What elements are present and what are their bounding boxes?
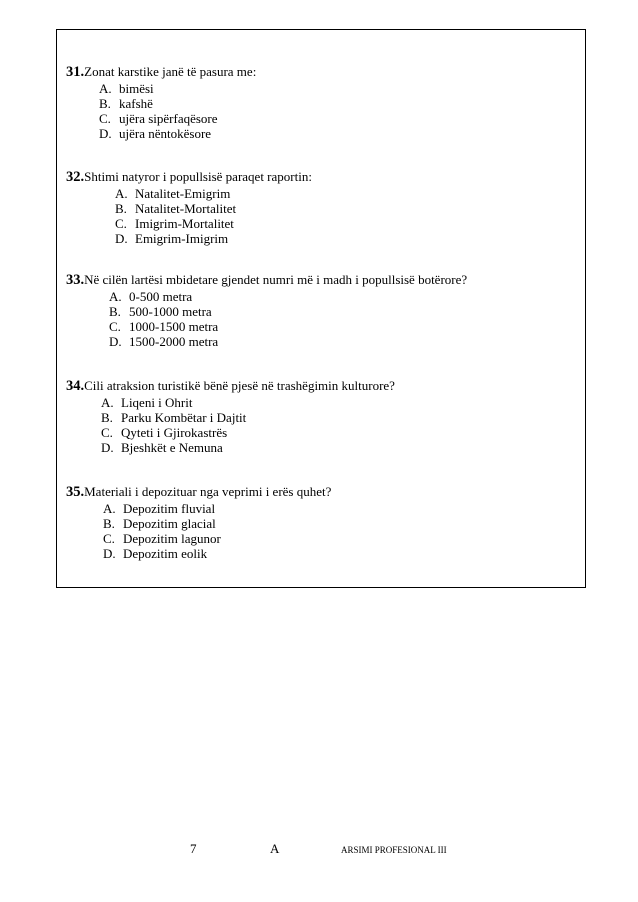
question-33	[66, 272, 467, 349]
question-35	[66, 484, 331, 561]
question-number: 33.	[66, 272, 85, 288]
option-letter: C.	[115, 216, 127, 231]
option-letter: C.	[99, 111, 111, 126]
option-text: Natalitet-Mortalitet	[135, 201, 237, 216]
option-b	[115, 201, 312, 216]
option-letter: B.	[115, 201, 127, 216]
option-text: 500-1000 metra	[129, 304, 212, 319]
option-text: Depozitim glacial	[123, 516, 216, 531]
option-a	[99, 81, 256, 96]
option-c	[109, 319, 467, 334]
question-32	[66, 169, 312, 246]
exam-variant: A	[270, 841, 280, 856]
option-c	[115, 216, 312, 231]
question-header	[66, 169, 312, 185]
option-d	[115, 231, 312, 246]
option-letter: C.	[103, 531, 115, 546]
option-letter: B.	[103, 516, 115, 531]
exam-name: ARSIMI PROFESIONAL III	[341, 845, 447, 855]
option-a	[115, 186, 312, 201]
option-letter: D.	[103, 546, 116, 561]
option-text: Emigrim-Imigrim	[135, 231, 229, 246]
option-text: Parku Kombëtar i Dajtit	[121, 410, 247, 425]
option-b	[101, 410, 395, 425]
option-letter: D.	[115, 231, 128, 246]
option-letter: B.	[101, 410, 113, 425]
option-letter: A.	[109, 289, 122, 304]
option-letter: B.	[99, 96, 111, 111]
question-31	[66, 64, 256, 141]
option-b	[99, 96, 256, 111]
option-a	[109, 289, 467, 304]
option-text: Liqeni i Ohrit	[121, 395, 193, 410]
option-letter: D.	[109, 334, 122, 349]
option-text: bimësi	[119, 81, 154, 96]
option-text: Bjeshkët e Nemuna	[121, 440, 223, 455]
page-number: 7	[190, 841, 197, 856]
question-number: 32.	[66, 169, 85, 185]
option-letter: B.	[109, 304, 121, 319]
option-text: ujëra sipërfaqësore	[119, 111, 218, 126]
option-d	[99, 126, 256, 141]
option-a	[103, 501, 331, 516]
question-text: Shtimi natyror i popullsisë paraqet raportin:	[84, 169, 312, 184]
question-header	[66, 272, 467, 288]
option-letter: A.	[115, 186, 128, 201]
option-letter: A.	[103, 501, 116, 516]
question-text: Zonat karstike janë të pasura me:	[84, 64, 257, 79]
option-text: ujëra nëntokësore	[119, 126, 212, 141]
option-b	[103, 516, 331, 531]
option-list	[109, 289, 467, 349]
option-c	[103, 531, 331, 546]
option-list	[103, 501, 331, 561]
option-c	[99, 111, 256, 126]
option-letter: A.	[101, 395, 114, 410]
option-d	[109, 334, 467, 349]
question-number: 34.	[66, 378, 85, 394]
question-text: Në cilën lartësi mbidetare gjendet numri më i madh i popullsisë botërore?	[84, 272, 468, 287]
question-34	[66, 378, 395, 455]
option-d	[101, 440, 395, 455]
option-list	[115, 186, 312, 246]
option-text: Natalitet-Emigrim	[135, 186, 231, 201]
option-text: 1000-1500 metra	[129, 319, 219, 334]
option-letter: D.	[99, 126, 112, 141]
question-header	[66, 378, 395, 394]
option-text: 1500-2000 metra	[129, 334, 219, 349]
option-list	[99, 81, 256, 141]
option-list	[101, 395, 395, 455]
option-text: kafshë	[119, 96, 153, 111]
option-c	[101, 425, 395, 440]
option-d	[103, 546, 331, 561]
question-text: Materiali i depozituar nga veprimi i erës quhet?	[84, 484, 332, 499]
option-a	[101, 395, 395, 410]
option-text: Qyteti i Gjirokastrës	[121, 425, 228, 440]
question-header	[66, 484, 331, 500]
option-letter: A.	[99, 81, 112, 96]
option-text: Imigrim-Mortalitet	[135, 216, 234, 231]
option-letter: C.	[109, 319, 121, 334]
question-number: 35.	[66, 484, 85, 500]
question-header	[66, 64, 256, 80]
option-text: Depozitim eolik	[123, 546, 208, 561]
option-text: Depozitim lagunor	[123, 531, 221, 546]
option-text: Depozitim fluvial	[123, 501, 216, 516]
option-text: 0-500 metra	[129, 289, 193, 304]
option-b	[109, 304, 467, 319]
question-number: 31.	[66, 64, 85, 80]
option-letter: C.	[101, 425, 113, 440]
option-letter: D.	[101, 440, 114, 455]
question-text: Cili atraksion turistikë bënë pjesë në trashëgimin kulturore?	[84, 378, 395, 393]
